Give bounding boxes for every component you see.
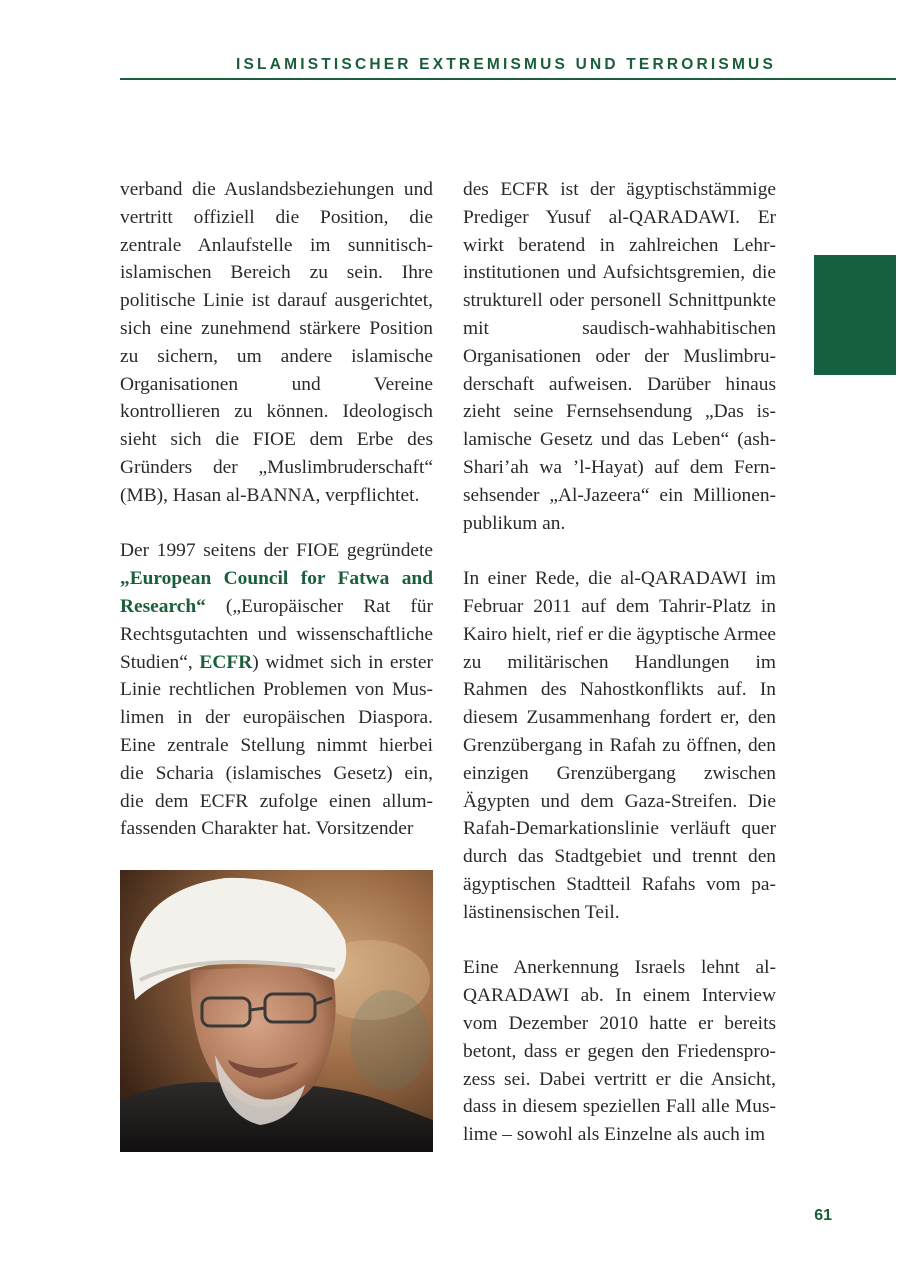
right-column (463, 176, 776, 1149)
right-paragraph-3: Eine Anerkennung Israels lehnt al-QARADAWI ab. In einem Interview vom Dezember 2010 hatte er bereits betont, dass er gegen den Friedensprozess sei. Dabei vertritt er die Ansicht, dass in diesem speziellen Fall alle Muslime – sowohl als Einzelne als auch im (463, 957, 776, 1146)
left-column (120, 176, 433, 843)
portrait-photo (120, 870, 433, 1152)
p2-rest: ) widmet sich in erster Linie rechtlichen Problemen von Muslimen in der europäischen Diaspora. Eine zentrale Stellung nimmt hierbei die Scharia (islamisches Gesetz) ein, die dem ECFR zufolge einen allumfassenden Charakter hat. Vorsitzender (120, 651, 433, 840)
left-paragraph-1: verband die Auslandsbeziehungen und vertritt offiziell die Position, die zentrale Anlaufstelle im sunnitisch-islamischen Bereich zu sein. Ihre politische Linie ist darauf ausgerichtet, sich eine zunehmend stärkere Position zu sichern, um andere islamische Organisationen und Vereine kontrollieren zu können. Ideologisch sieht sich die FIOE dem Erbe des Gründers der „Muslimbruderschaft“ (MB), Hasan al-BANNA, verpflichtet. (120, 179, 433, 506)
running-header: ISLAMISTISCHER EXTREMISMUS UND TERRORISMUS (235, 56, 776, 73)
p2-mid: („Europäischer Rat für Rechtsgutachten und wissenschaftliche Studien“, (120, 595, 433, 673)
right-paragraph-2: In einer Rede, die al-QARADAWI im Februar 2011 auf dem Tahrir-Platz in Kairo hielt, rief er die ägyptische Armee zu militärischen Handlungen im Rahmen des Nahostkonflikts auf. In diesem Zusammenhang fordert er, den Grenzübergang in Rafah zu öffnen, den einzigen Grenzübergang zwischen Ägypten und dem Gaza-Streifen. Die Rafah-Demarkationslinie verläuft quer durch das Stadtgebiet und trennt den ägyptischen Stadtteil Rafahs vom palästinensischen Teil. (463, 568, 776, 923)
right-paragraph-1: des ECFR ist der ägyptischstämmige Prediger Yusuf al-QARADAWI. Er wirkt beratend in zahlreichen Lehrinstitutionen und Aufsichtsgremien, die strukturell oder personell Schnittpunkte mit saudisch-wahhabitischen Organisationen oder der Muslimbruderschaft aufweisen. Darüber hinaus zieht seine Fernsehsendung „Das islamische Gesetz und das Leben“ (ash-Shari’ah wa ’l-Hayat) auf dem Fernsehsender „Al-Jazeera“ ein Millionenpublikum an. (463, 179, 776, 534)
ecfr-name-highlight: „European Council for Fatwa and Research“ (120, 568, 433, 617)
ecfr-abbr-highlight: ECFR (199, 651, 253, 673)
p2-intro: Der 1997 seitens der FIOE gegründete (120, 540, 433, 562)
header-rule (120, 78, 896, 80)
page-number: 61 (814, 1207, 832, 1224)
chapter-tab-marker (814, 255, 896, 375)
left-paragraph-2 (120, 537, 433, 843)
